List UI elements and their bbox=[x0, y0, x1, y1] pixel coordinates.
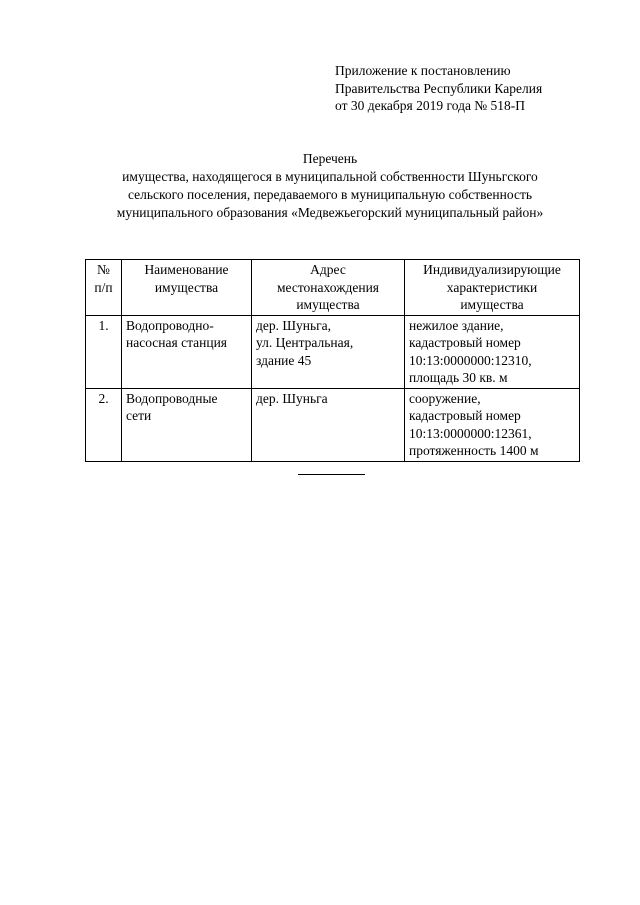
header-line: характеристики bbox=[446, 279, 538, 295]
cell-line: 10:13:0000000:12361, bbox=[409, 425, 532, 441]
cell-line: протяженность 1400 м bbox=[409, 443, 539, 458]
cell-name bbox=[122, 388, 252, 461]
header-line: Адрес bbox=[310, 262, 346, 277]
header-address bbox=[252, 260, 405, 316]
appendix-note bbox=[335, 62, 542, 115]
cell-address bbox=[252, 388, 405, 461]
cell-line: сети bbox=[126, 408, 152, 423]
header-name bbox=[122, 260, 252, 316]
cell-number: 2. bbox=[86, 388, 122, 461]
cell-line: насосная станция bbox=[126, 335, 228, 350]
cell-line: Водопроводно- bbox=[126, 317, 214, 333]
property-table bbox=[85, 259, 580, 462]
cell-line: ул. Центральная, bbox=[256, 335, 354, 350]
header-line: имущества bbox=[154, 279, 219, 295]
header-line: № bbox=[97, 262, 110, 277]
cell-characteristics bbox=[405, 315, 580, 388]
cell-number: 1. bbox=[86, 315, 122, 388]
cell-address bbox=[252, 315, 405, 388]
title-line: муниципального образования «Медвежьегорский муниципальный район» bbox=[116, 205, 544, 220]
header-line: Наименование bbox=[144, 262, 229, 277]
cell-line: сооружение, bbox=[409, 390, 481, 406]
title-line: имущества, находящегося в муниципальной собственности Шуньгского bbox=[122, 169, 538, 184]
cell-line: здание 45 bbox=[256, 352, 312, 368]
end-divider-line bbox=[298, 474, 365, 475]
cell-characteristics bbox=[405, 388, 580, 461]
appendix-line: от 30 декабря 2019 года № 518-П bbox=[335, 98, 526, 113]
table-row bbox=[86, 315, 580, 388]
title-heading: Перечень bbox=[302, 151, 358, 166]
appendix-line: Приложение к постановлению bbox=[335, 63, 511, 78]
header-number bbox=[86, 260, 122, 316]
cell-line: дер. Шуньга bbox=[256, 390, 328, 406]
appendix-line: Правительства Республики Карелия bbox=[335, 80, 543, 96]
cell-line: 10:13:0000000:12310, bbox=[409, 352, 532, 368]
header-characteristics bbox=[405, 260, 580, 316]
cell-line: дер. Шуньга, bbox=[256, 317, 332, 333]
header-line: имущества bbox=[460, 297, 524, 312]
table-header-row bbox=[86, 260, 580, 316]
document-title bbox=[60, 150, 600, 222]
table-row bbox=[86, 388, 580, 461]
cell-name bbox=[122, 315, 252, 388]
header-line: имущества bbox=[296, 297, 360, 312]
cell-line: нежилое здание, bbox=[409, 317, 504, 333]
cell-line: кадастровый номер bbox=[409, 335, 521, 350]
header-line: Индивидуализирующие bbox=[423, 262, 561, 277]
cell-line: кадастровый номер bbox=[409, 408, 521, 423]
cell-line: площадь 30 кв. м bbox=[409, 370, 508, 385]
header-line: местонахождения bbox=[276, 279, 380, 295]
header-line: п/п bbox=[94, 279, 113, 295]
title-line: сельского поселения, передаваемого в муниципальную собственность bbox=[128, 187, 532, 202]
cell-line: Водопроводные bbox=[126, 390, 218, 406]
